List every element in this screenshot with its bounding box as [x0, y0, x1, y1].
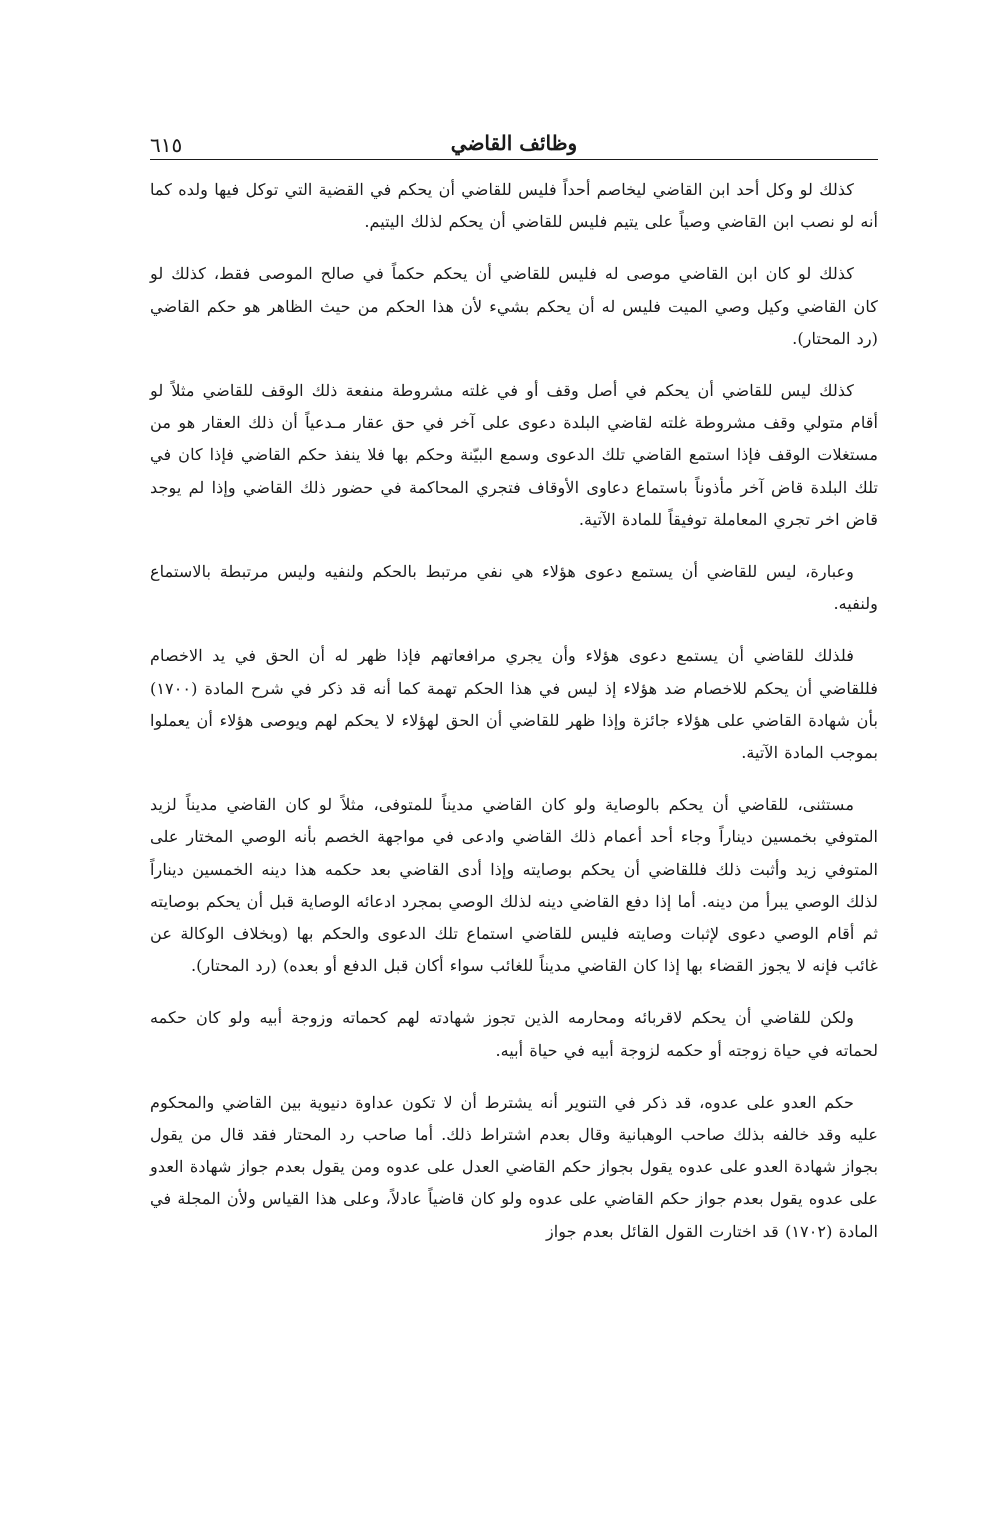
paragraph: ولكن للقاضي أن يحكم لاقربائه ومحارمه الذين تجوز شهادته لهم كحماته وزوجة أبيه ولو كان حكمه لحماته في حياة زوجته أو حكمه لزوجة أبيه في حياة أبيه.: [150, 1008, 878, 1060]
book-page: [150, 128, 878, 1358]
paragraph: كذلك لو كان ابن القاضي موصى له فليس للقاضي أن يحكم حكماً في صالح الموصى فقط، كذلك لو كان القاضي وكيل وصي الميت فليس له أن يحكم بشيء لأن هذا الحكم من حيث الظاهر هو حكم القاضي (رد المحتار).: [150, 264, 878, 348]
paragraph: كذلك ليس للقاضي أن يحكم في أصل وقف أو في غلته مشروطة منفعة ذلك الوقف للقاضي مثلاً لو أقام متولي وقف مشروطة غلته لقاضي البلدة دعوى على آخر في حق عقار مـدعياً أن ذلك العقار هو من مستغلات الوقف فإذا استمع القاضي تلك الدعوى وسمع البيّنة وحكم بها فلا ينفذ حكم القاضي فإذا كان في تلك البلدة قاض آخر مأذوناً باستماع دعاوى الأوقاف فتجري المحاكمة في حضور ذلك القاضي وإذا لم يوجد قاض اخر تجري المعاملة توفيقاً للمادة الآتية.: [150, 381, 878, 529]
paragraph: كذلك لو وكل أحد ابن القاضي ليخاصم أحداً فليس للقاضي أن يحكم في القضية التي توكل فيها ولده كما أنه لو نصب ابن القاضي وصياً على يتيم فليس للقاضي أن يحكم لذلك اليتيم.: [150, 180, 878, 232]
header-divider: [150, 159, 878, 160]
paragraph: مستثنى، للقاضي أن يحكم بالوصاية ولو كان القاضي مديناً للمتوفى، مثلاً لو كان القاضي مديناً لزيد المتوفي بخمسين ديناراً وجاء أحد أعمام ذلك القاضي وادعى في مواجهة الخصم بأنه الوصي المختار على المتوفي زيد وأثبت ذلك فللقاضي أن يحكم بوصايته وإذا أدى القاضي بعد حكمه هذا دينه الخمسين ديناراً لذلك الوصي يبرأ من دينه. أما إذا دفع القاضي دينه لذلك الوصي بمجرد ادعائه الوصاية قبل أن يحكم بوصايته ثم أقام الوصي دعوى لإثبات وصايته فليس للقاضي استماع تلك الدعوى والحكم بها (وبخلاف الوكالة عن غائب فإنه لا يجوز القضاء بها إذا كان القاضي مديناً للغائب سواء أكان قبل الدفع أو بعده) (رد المحتار).: [150, 795, 878, 976]
page-number: ٦١٥: [150, 133, 183, 157]
body-text: [150, 174, 878, 1248]
paragraph: وعبارة، ليس للقاضي أن يستمع دعوى هؤلاء هي نفي مرتبط بالحكم ولنفيه وليس مرتبطة بالاستماع ولنفيه.: [150, 562, 878, 614]
running-title: وظائف القاضي: [450, 131, 578, 155]
paragraph: فلذلك للقاضي أن يستمع دعوى هؤلاء وأن يجري مرافعاتهم فإذا ظهر له أن الحق في يد الاخصام فللقاضي أن يحكم للاخصام ضد هؤلاء إذ ليس في هذا الحكم تهمة كما أنه قد ذكر في شرح المادة (١٧٠٠) بأن شهادة القاضي على هؤلاء جائزة وإذا ظهر للقاضي أن الحق لهؤلاء لا يحكم لهم ويوصى هؤلاء أن يعملوا بموجب المادة الآتية.: [150, 646, 878, 763]
paragraph: حكم العدو على عدوه، قد ذكر في التنوير أنه يشترط أن لا تكون عداوة دنيوية بين القاضي والمحكوم عليه وقد خالفه بذلك صاحب الوهبانية وقال بعدم اشتراط ذلك. أما صاحب رد المحتار فقد قال من يقول بجواز شهادة العدو على عدوه يقول بجواز حكم القاضي العدل على عدوه ومن يقول بعدم جواز شهادة العدو على عدوه يقول بعدم جواز حكم القاضي على عدوه ولو كان قاضياً عادلاً، وعلى هذا القياس ولأن المجلة في المادة (١٧٠٢) قد اختارت القول القائل بعدم جواز: [150, 1092, 878, 1241]
running-header: [150, 128, 878, 164]
